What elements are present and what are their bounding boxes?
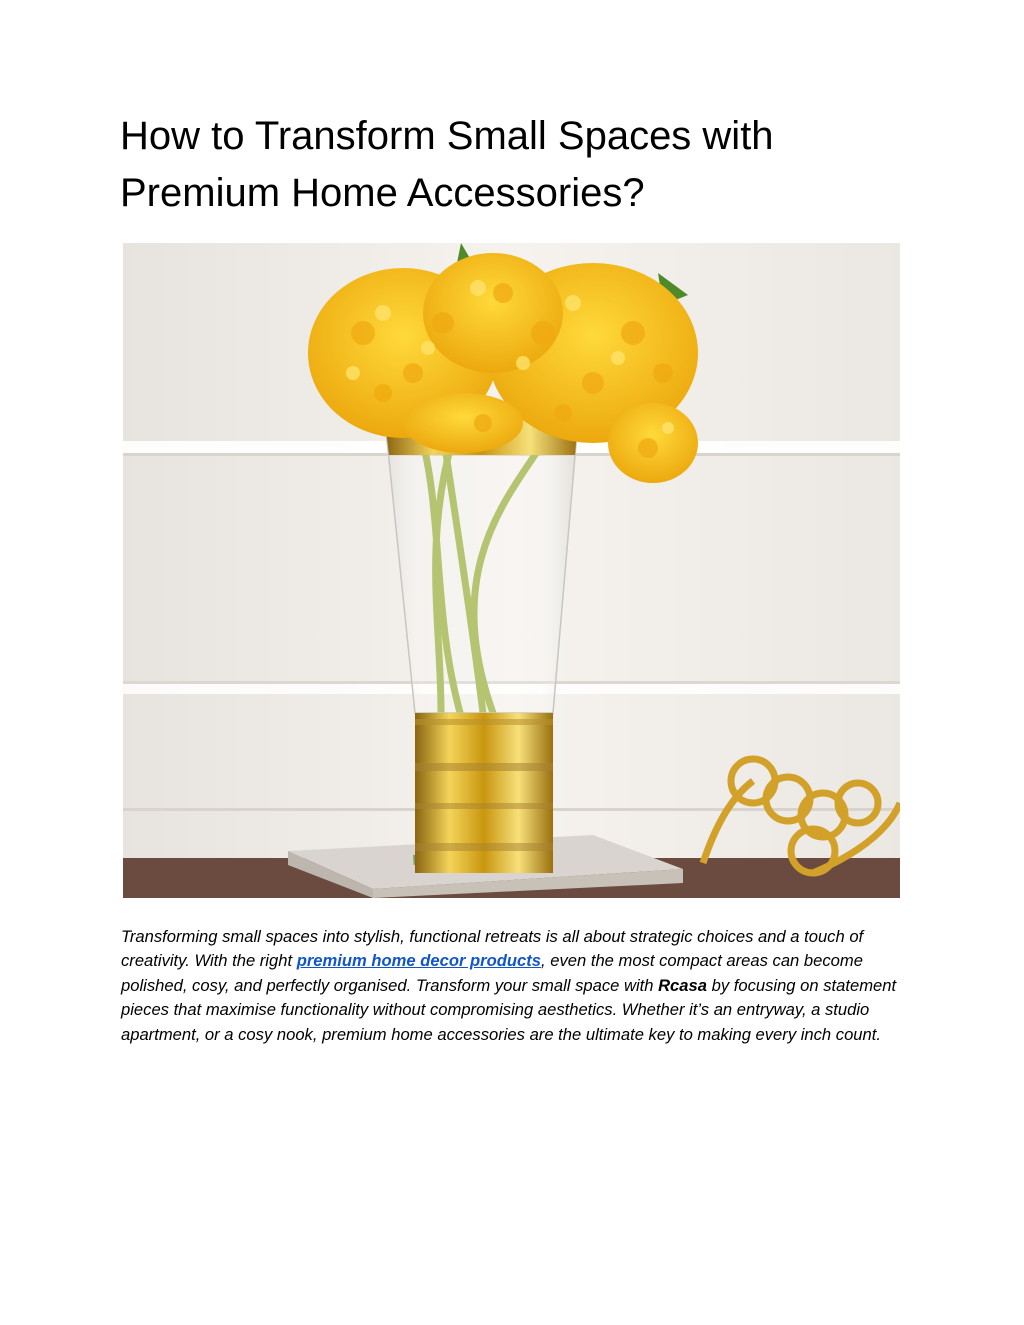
brand-name: Rcasa: [658, 975, 707, 995]
title-line-1: How to Transform Small Spaces with: [120, 114, 774, 158]
intro-text-part-3: by focusing on statement pieces that maximise functionality without compromising aesthetics. Whether it’s an entryway, a studio apartment, or a cosy nook, premium home accessories are the ultimate key to making every inch count.: [121, 975, 897, 1044]
intro-text-part-2: , even the most compact areas can become polished, cosy, and perfectly organised. Transform your small space with: [121, 951, 863, 995]
intro-paragraph: [121, 925, 901, 1047]
intro-text-part-1: Transforming small spaces into stylish, functional retreats is all about strategic choices and a touch of creativity. With the right: [121, 927, 864, 971]
page-title: [120, 108, 920, 222]
premium-home-decor-products-link[interactable]: premium home decor products: [296, 951, 542, 971]
glass-vase: [385, 421, 578, 713]
vase-photo-illustration: [123, 243, 900, 898]
title-line-2: Premium Home Accessories?: [120, 171, 645, 215]
hero-image: [123, 243, 900, 898]
